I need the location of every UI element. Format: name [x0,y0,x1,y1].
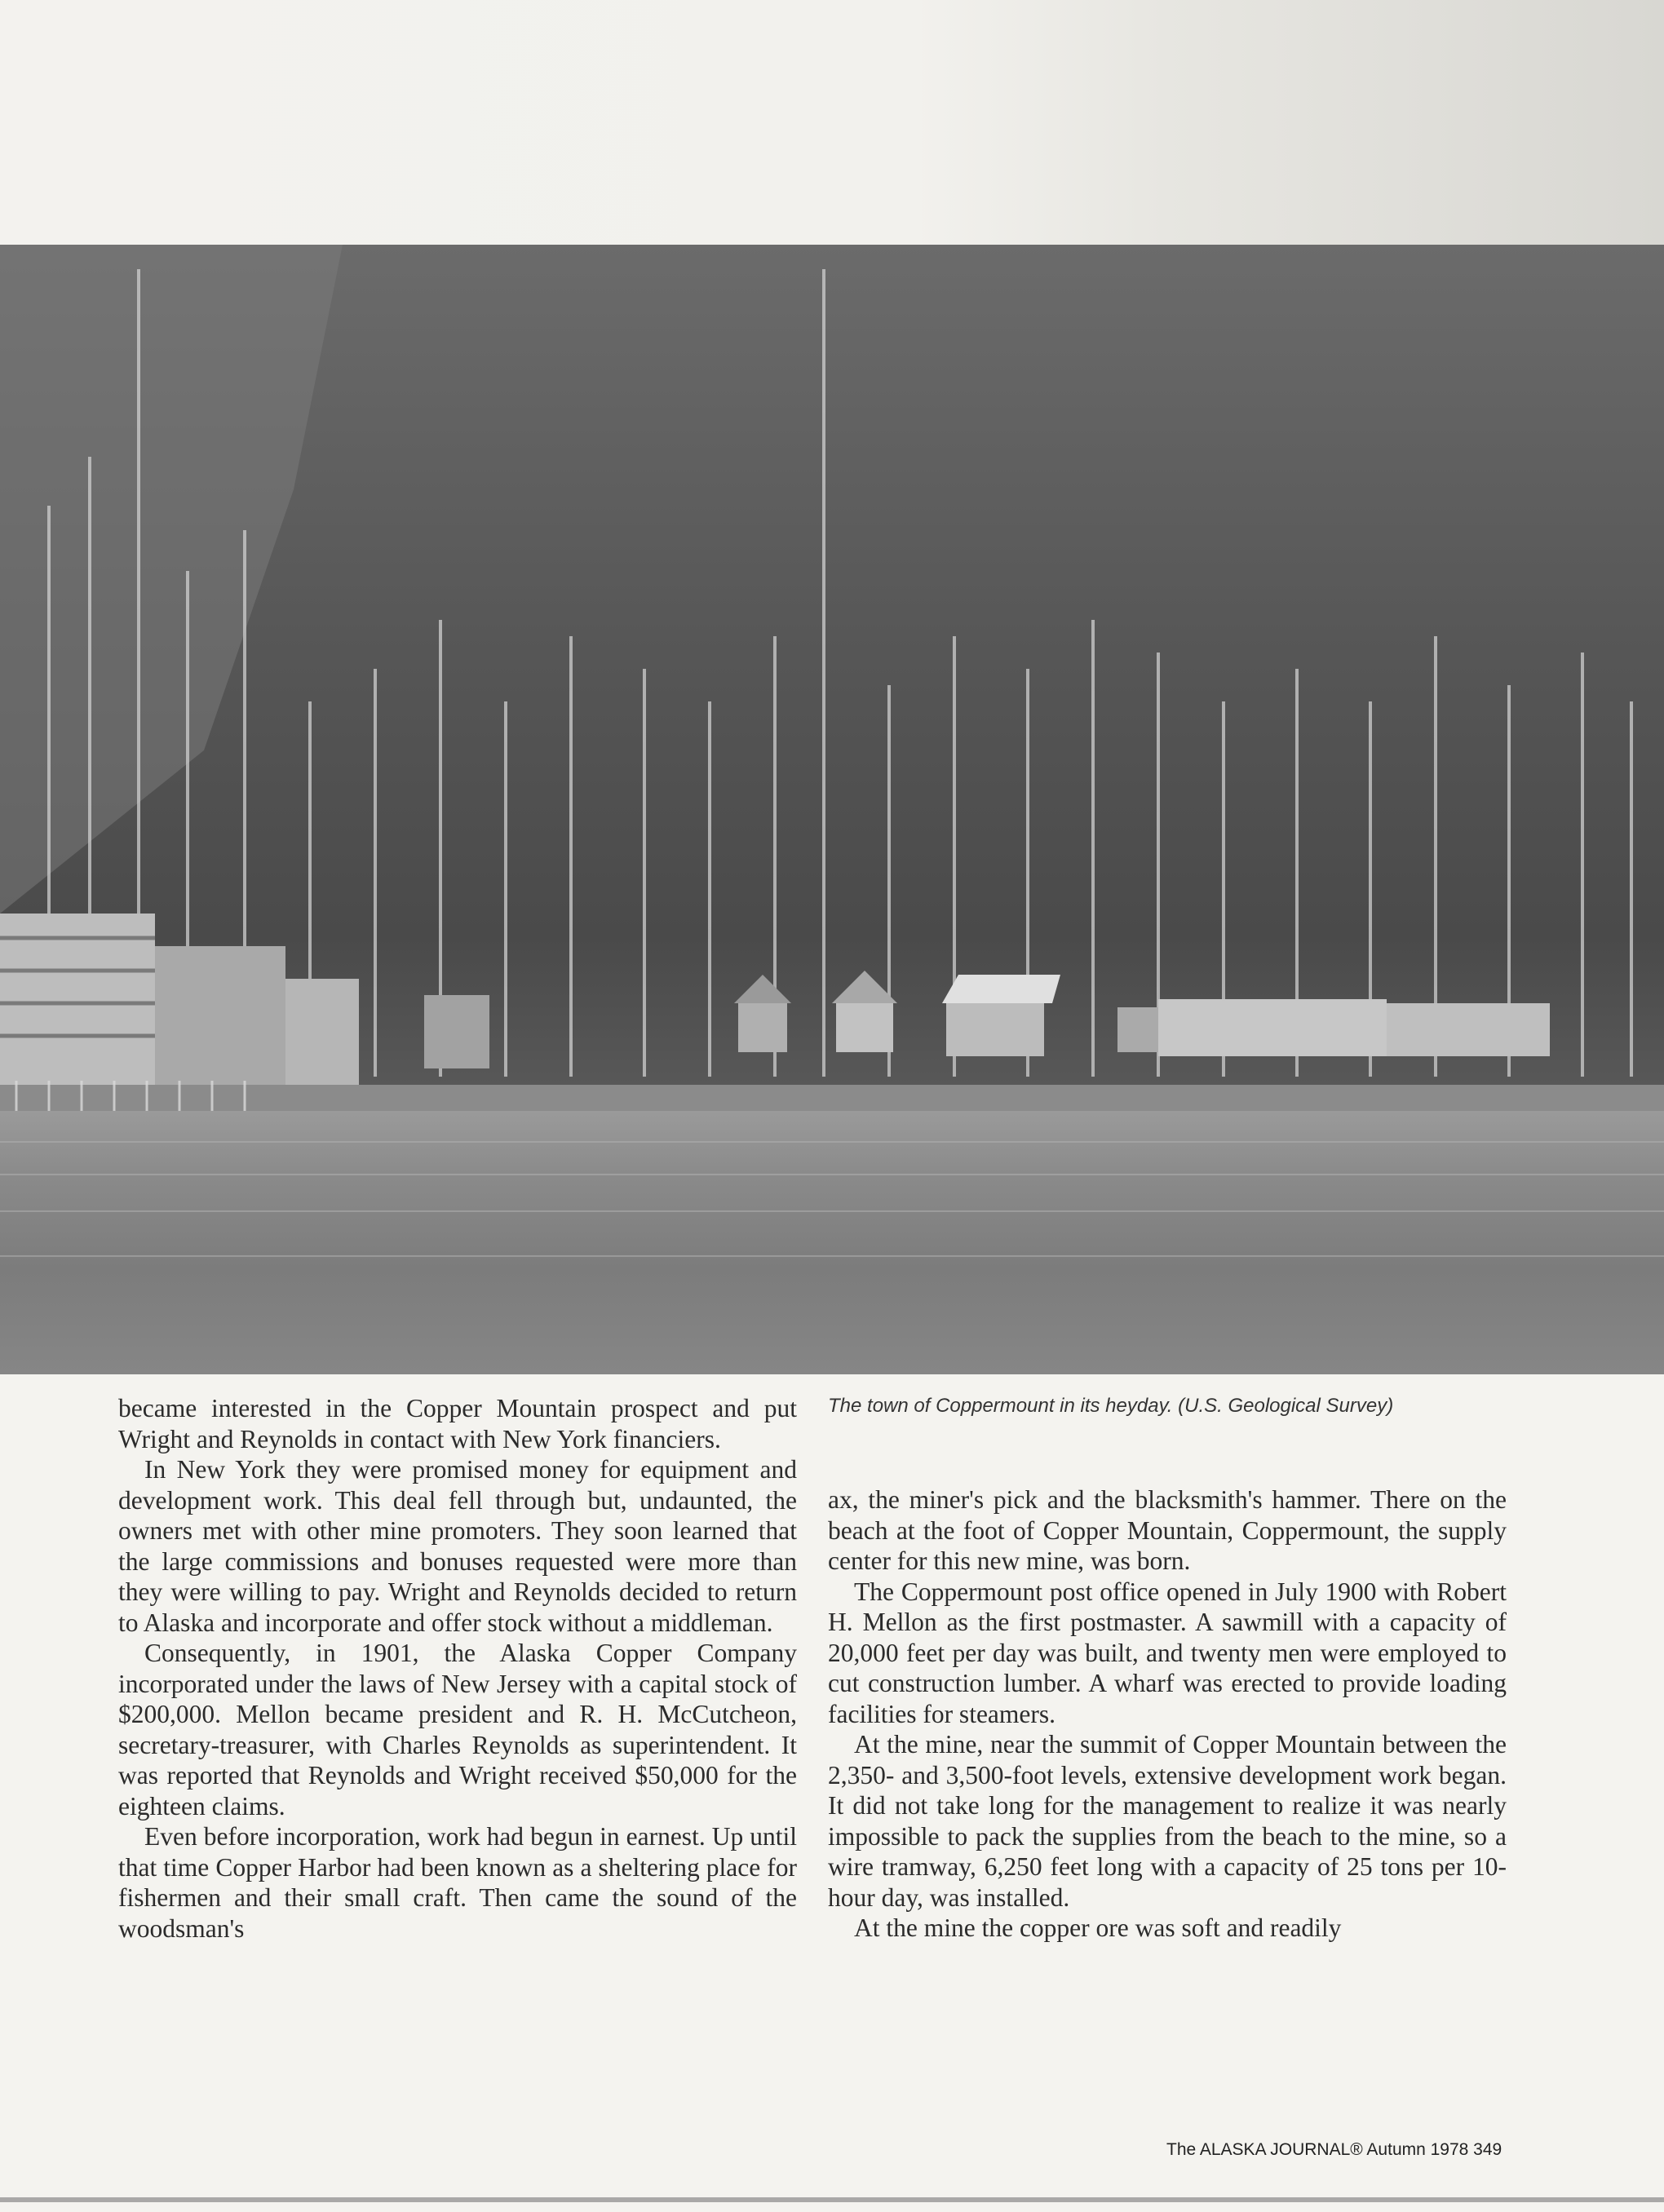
paragraph: At the mine, near the summit of Copper Mountain between the 2,350- and 3,500-foot levels, extensive development work began. It did not take long for the management to realize it was nearly impossible to pack the supplies from the beach to the mine, so a wire tramway, 6,250 feet long with a capacity of 25 tons per 10-hour day, was installed. [828,1730,1507,1912]
page-edge-line [0,2197,1664,2202]
paragraph: At the mine the copper ore was soft and readily [854,1913,1342,1942]
paragraph: ax, the miner's pick and the blacksmith's hammer. There on the beach at the foot of Copper Mountain, Coppermount, the supply center for this new mine, was born. [828,1485,1507,1575]
paragraph: The Coppermount post office opened in July 1900 with Robert H. Mellon as the first postmaster. A sawmill with a capacity of 20,000 feet per day was built, and twenty men were employed to cut construction lumber. A wharf was erected to provide loading facilities for steamers. [828,1577,1507,1728]
coppermount-photo [0,245,1664,1374]
blank-top-margin [0,0,1664,245]
article-left-column [118,1393,797,1944]
article-right-column [828,1484,1507,1944]
paragraph: Consequently, in 1901, the Alaska Copper Company incorporated under the laws of New Jersey with a capital stock of $200,000. Mellon became president and R. H. McCutcheon, secretary-treasurer, with Charles Reynolds as superintendent. It was reported that Reynolds and Wright received $50,000 for the eighteen claims. [118,1639,797,1820]
page-footer: The ALASKA JOURNAL® Autumn 1978 349 [1166,2140,1502,2159]
photo-caption: The town of Coppermount in its heyday. (U.S. Geological Survey) [828,1395,1394,1417]
paragraph: In New York they were promised money for equipment and development work. This deal fell through but, undaunted, the owners met with other mine promoters. They soon learned that the large commissions and bonuses requested were more than they were willing to pay. Wright and Reynolds decided to return to Alaska and incorporate and offer stock without a middleman. [118,1455,797,1637]
paragraph: Even before incorporation, work had begun in earnest. Up until that time Copper Harbor had been known as a sheltering place for fishermen and their small craft. Then came the sound of the woodsman's [118,1822,797,1943]
paragraph: became interested in the Copper Mountain prospect and put Wright and Reynolds in contact with New York financiers. [118,1394,797,1453]
